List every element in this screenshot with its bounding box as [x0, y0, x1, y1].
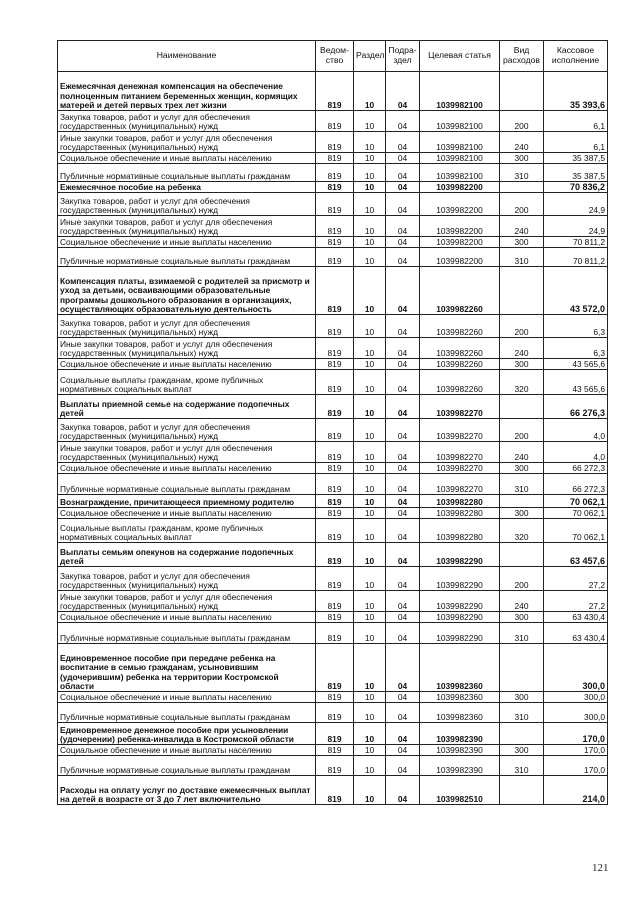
table-row — [58, 745, 608, 756]
row-vid — [500, 495, 544, 508]
row-podrazd: 04 — [386, 153, 420, 164]
row-name: Закупка товаров, работ и услуг для обеспечения государственных (муниципальных) нужд — [58, 315, 316, 338]
row-vid: 300 — [500, 237, 544, 248]
row-podrazd: 04 — [386, 315, 420, 338]
row-razd: 10 — [354, 463, 386, 474]
row-razd: 10 — [354, 623, 386, 644]
row-cel: 1039982360 — [420, 703, 500, 723]
table-row — [58, 164, 608, 182]
table-row — [58, 508, 608, 519]
row-ved: 819 — [316, 442, 354, 463]
table-row — [58, 442, 608, 463]
row-razd: 10 — [354, 723, 386, 745]
row-razd: 10 — [354, 267, 386, 315]
row-razd: 10 — [354, 359, 386, 370]
row-ved: 819 — [316, 193, 354, 216]
row-cel: 1039982100 — [420, 111, 500, 132]
row-sum: 214,0 — [544, 776, 608, 805]
table-row — [58, 723, 608, 745]
table-row — [58, 474, 608, 495]
row-razd: 10 — [354, 72, 386, 111]
row-ved: 819 — [316, 267, 354, 315]
row-sum: 35 387,5 — [544, 164, 608, 182]
table-row — [58, 153, 608, 164]
row-vid: 300 — [500, 153, 544, 164]
row-razd: 10 — [354, 644, 386, 692]
row-podrazd: 04 — [386, 776, 420, 805]
row-cel: 1039982200 — [420, 193, 500, 216]
row-vid: 200 — [500, 315, 544, 338]
row-vid: 240 — [500, 442, 544, 463]
row-sum: 35 387,5 — [544, 153, 608, 164]
row-cel: 1039982200 — [420, 182, 500, 193]
row-vid — [500, 72, 544, 111]
table-row — [58, 612, 608, 623]
row-podrazd: 04 — [386, 703, 420, 723]
row-name: Иные закупки товаров, работ и услуг для обеспечения государственных (муниципальных) нужд — [58, 338, 316, 359]
row-sum: 170,0 — [544, 723, 608, 745]
row-name: Публичные нормативные социальные выплаты гражданам — [58, 474, 316, 495]
row-podrazd: 04 — [386, 745, 420, 756]
row-ved: 819 — [316, 315, 354, 338]
row-cel: 1039982390 — [420, 723, 500, 745]
row-name: Социальное обеспечение и иные выплаты населению — [58, 237, 316, 248]
row-cel: 1039982290 — [420, 543, 500, 567]
table-row — [58, 370, 608, 395]
row-ved: 819 — [316, 623, 354, 644]
row-ved: 819 — [316, 216, 354, 237]
row-razd: 10 — [354, 519, 386, 543]
row-name: Социальное обеспечение и иные выплаты населению — [58, 508, 316, 519]
row-ved: 819 — [316, 132, 354, 153]
row-razd: 10 — [354, 745, 386, 756]
row-podrazd: 04 — [386, 182, 420, 193]
row-ved: 819 — [316, 519, 354, 543]
header-podrazd: Подра-здел — [386, 41, 420, 72]
row-razd: 10 — [354, 567, 386, 591]
row-cel: 1039982270 — [420, 463, 500, 474]
row-vid: 240 — [500, 338, 544, 359]
row-vid: 310 — [500, 756, 544, 776]
row-ved: 819 — [316, 370, 354, 395]
row-cel: 1039982290 — [420, 623, 500, 644]
row-sum: 43 572,0 — [544, 267, 608, 315]
row-sum: 70 062,1 — [544, 508, 608, 519]
header-name: Наименование — [58, 41, 316, 72]
row-name: Социальное обеспечение и иные выплаты населению — [58, 745, 316, 756]
row-cel: 1039982100 — [420, 132, 500, 153]
row-sum: 6,3 — [544, 315, 608, 338]
row-name: Публичные нормативные социальные выплаты гражданам — [58, 623, 316, 644]
row-sum: 70 062,1 — [544, 519, 608, 543]
row-vid — [500, 723, 544, 745]
row-name: Закупка товаров, работ и услуг для обеспечения государственных (муниципальных) нужд — [58, 567, 316, 591]
page-number: 121 — [592, 862, 609, 874]
row-sum: 4,0 — [544, 419, 608, 442]
row-vid: 320 — [500, 519, 544, 543]
row-name: Публичные нормативные социальные выплаты гражданам — [58, 248, 316, 267]
row-cel: 1039982280 — [420, 519, 500, 543]
row-sum: 43 565,6 — [544, 370, 608, 395]
row-name: Социальное обеспечение и иные выплаты населению — [58, 359, 316, 370]
row-name: Вознаграждение, причитающееся приемному родителю — [58, 495, 316, 508]
row-vid: 240 — [500, 132, 544, 153]
row-razd: 10 — [354, 248, 386, 267]
row-ved: 819 — [316, 612, 354, 623]
row-vid: 310 — [500, 474, 544, 495]
row-razd: 10 — [354, 495, 386, 508]
row-sum: 170,0 — [544, 756, 608, 776]
row-vid — [500, 776, 544, 805]
row-podrazd: 04 — [386, 591, 420, 612]
header-ved: Ведом-ство — [316, 41, 354, 72]
table-row — [58, 111, 608, 132]
row-ved: 819 — [316, 776, 354, 805]
table-row — [58, 395, 608, 419]
row-cel: 1039982260 — [420, 359, 500, 370]
row-ved: 819 — [316, 72, 354, 111]
row-podrazd: 04 — [386, 193, 420, 216]
row-ved: 819 — [316, 591, 354, 612]
table-row — [58, 543, 608, 567]
expenditure-table — [57, 40, 608, 805]
table-row — [58, 182, 608, 193]
row-vid: 200 — [500, 419, 544, 442]
row-vid: 300 — [500, 612, 544, 623]
row-ved: 819 — [316, 182, 354, 193]
row-podrazd: 04 — [386, 723, 420, 745]
row-vid — [500, 543, 544, 567]
row-vid: 300 — [500, 463, 544, 474]
row-name: Выплаты приемной семье на содержание подопечных детей — [58, 395, 316, 419]
row-razd: 10 — [354, 164, 386, 182]
row-cel: 1039982200 — [420, 237, 500, 248]
row-sum: 63 457,6 — [544, 543, 608, 567]
row-podrazd: 04 — [386, 111, 420, 132]
row-vid: 310 — [500, 248, 544, 267]
row-ved: 819 — [316, 395, 354, 419]
row-cel: 1039982200 — [420, 216, 500, 237]
row-vid: 300 — [500, 692, 544, 703]
row-ved: 819 — [316, 567, 354, 591]
row-vid: 200 — [500, 111, 544, 132]
row-name: Социальные выплаты гражданам, кроме публичных нормативных социальных выплат — [58, 370, 316, 395]
row-razd: 10 — [354, 419, 386, 442]
row-cel: 1039982270 — [420, 419, 500, 442]
row-name: Единовременное пособие при передаче ребенка на воспитание в семью гражданам, усыновившим (удочерившим) ребенка на территории Костромской области — [58, 644, 316, 692]
row-name: Социальные выплаты гражданам, кроме публичных нормативных социальных выплат — [58, 519, 316, 543]
header-vid: Вид расходов — [500, 41, 544, 72]
row-razd: 10 — [354, 543, 386, 567]
row-ved: 819 — [316, 419, 354, 442]
row-vid: 300 — [500, 359, 544, 370]
row-name: Закупка товаров, работ и услуг для обеспечения государственных (муниципальных) нужд — [58, 111, 316, 132]
row-ved: 819 — [316, 359, 354, 370]
row-podrazd: 04 — [386, 267, 420, 315]
row-vid: 200 — [500, 567, 544, 591]
row-sum: 300,0 — [544, 703, 608, 723]
row-name: Закупка товаров, работ и услуг для обеспечения государственных (муниципальных) нужд — [58, 193, 316, 216]
row-sum: 27,2 — [544, 591, 608, 612]
row-cel: 1039982290 — [420, 567, 500, 591]
row-razd: 10 — [354, 395, 386, 419]
row-sum: 43 565,6 — [544, 359, 608, 370]
table-row — [58, 495, 608, 508]
row-razd: 10 — [354, 508, 386, 519]
document-page — [57, 40, 607, 805]
row-razd: 10 — [354, 442, 386, 463]
row-sum: 300,0 — [544, 644, 608, 692]
table-row — [58, 776, 608, 805]
row-vid: 300 — [500, 508, 544, 519]
row-razd: 10 — [354, 111, 386, 132]
row-vid: 240 — [500, 591, 544, 612]
row-razd: 10 — [354, 153, 386, 164]
row-sum: 66 272,3 — [544, 463, 608, 474]
row-razd: 10 — [354, 692, 386, 703]
table-row — [58, 237, 608, 248]
row-ved: 819 — [316, 463, 354, 474]
row-vid — [500, 267, 544, 315]
row-podrazd: 04 — [386, 519, 420, 543]
row-razd: 10 — [354, 216, 386, 237]
row-cel: 1039982280 — [420, 495, 500, 508]
row-razd: 10 — [354, 182, 386, 193]
row-podrazd: 04 — [386, 756, 420, 776]
row-sum: 63 430,4 — [544, 612, 608, 623]
row-podrazd: 04 — [386, 395, 420, 419]
row-sum: 4,0 — [544, 442, 608, 463]
row-vid: 200 — [500, 193, 544, 216]
header-cel: Целевая статья — [420, 41, 500, 72]
row-ved: 819 — [316, 543, 354, 567]
row-vid — [500, 644, 544, 692]
row-podrazd: 04 — [386, 216, 420, 237]
row-ved: 819 — [316, 338, 354, 359]
row-ved: 819 — [316, 248, 354, 267]
row-cel: 1039982360 — [420, 644, 500, 692]
row-vid: 320 — [500, 370, 544, 395]
row-razd: 10 — [354, 703, 386, 723]
table-row — [58, 72, 608, 111]
header-kass: Кассовое исполнение — [544, 41, 608, 72]
row-cel: 1039982290 — [420, 612, 500, 623]
row-vid: 310 — [500, 703, 544, 723]
row-ved: 819 — [316, 508, 354, 519]
row-podrazd: 04 — [386, 623, 420, 644]
row-cel: 1039982270 — [420, 442, 500, 463]
header-razd: Раздел — [354, 41, 386, 72]
table-row — [58, 644, 608, 692]
row-sum: 6,1 — [544, 111, 608, 132]
row-podrazd: 04 — [386, 442, 420, 463]
row-razd: 10 — [354, 237, 386, 248]
row-name: Иные закупки товаров, работ и услуг для обеспечения государственных (муниципальных) нужд — [58, 591, 316, 612]
row-name: Расходы на оплату услуг по доставке ежемесячных выплат на детей в возрасте от 3 до 7 лет включительно — [58, 776, 316, 805]
row-sum: 70 811,2 — [544, 237, 608, 248]
row-razd: 10 — [354, 315, 386, 338]
row-cel: 1039982390 — [420, 745, 500, 756]
row-name: Публичные нормативные социальные выплаты гражданам — [58, 164, 316, 182]
row-podrazd: 04 — [386, 248, 420, 267]
row-name: Публичные нормативные социальные выплаты гражданам — [58, 756, 316, 776]
row-cel: 1039982260 — [420, 315, 500, 338]
table-header — [58, 41, 608, 72]
row-podrazd: 04 — [386, 474, 420, 495]
row-vid: 310 — [500, 623, 544, 644]
row-vid: 300 — [500, 745, 544, 756]
row-razd: 10 — [354, 193, 386, 216]
row-cel: 1039982200 — [420, 248, 500, 267]
table-row — [58, 692, 608, 703]
row-podrazd: 04 — [386, 338, 420, 359]
row-sum: 170,0 — [544, 745, 608, 756]
row-podrazd: 04 — [386, 644, 420, 692]
row-name: Иные закупки товаров, работ и услуг для обеспечения государственных (муниципальных) нужд — [58, 216, 316, 237]
row-sum: 300,0 — [544, 692, 608, 703]
row-ved: 819 — [316, 745, 354, 756]
row-sum: 6,3 — [544, 338, 608, 359]
row-ved: 819 — [316, 153, 354, 164]
row-podrazd: 04 — [386, 495, 420, 508]
table-row — [58, 315, 608, 338]
row-sum: 70 836,2 — [544, 182, 608, 193]
row-name: Социальное обеспечение и иные выплаты населению — [58, 692, 316, 703]
table-row — [58, 756, 608, 776]
table-row — [58, 591, 608, 612]
row-vid: 310 — [500, 164, 544, 182]
row-cel: 1039982360 — [420, 692, 500, 703]
row-name: Единовременное денежное пособие при усыновлении (удочерении) ребенка-инвалида в Костромской области — [58, 723, 316, 745]
row-cel: 1039982260 — [420, 267, 500, 315]
table-row — [58, 132, 608, 153]
row-razd: 10 — [354, 776, 386, 805]
row-ved: 819 — [316, 495, 354, 508]
row-podrazd: 04 — [386, 567, 420, 591]
row-podrazd: 04 — [386, 612, 420, 623]
table-row — [58, 248, 608, 267]
table-row — [58, 567, 608, 591]
row-podrazd: 04 — [386, 508, 420, 519]
row-sum: 66 272,3 — [544, 474, 608, 495]
row-sum: 27,2 — [544, 567, 608, 591]
row-cel: 1039982290 — [420, 591, 500, 612]
row-podrazd: 04 — [386, 543, 420, 567]
row-sum: 63 430,4 — [544, 623, 608, 644]
row-podrazd: 04 — [386, 419, 420, 442]
row-name: Закупка товаров, работ и услуг для обеспечения государственных (муниципальных) нужд — [58, 419, 316, 442]
row-sum: 70 811,2 — [544, 248, 608, 267]
row-podrazd: 04 — [386, 463, 420, 474]
row-vid — [500, 182, 544, 193]
row-podrazd: 04 — [386, 237, 420, 248]
row-razd: 10 — [354, 591, 386, 612]
table-row — [58, 703, 608, 723]
row-cel: 1039982100 — [420, 72, 500, 111]
row-sum: 70 062,1 — [544, 495, 608, 508]
row-name: Выплаты семьям опекунов на содержание подопечных детей — [58, 543, 316, 567]
table-row — [58, 419, 608, 442]
row-name: Компенсация платы, взимаемой с родителей за присмотр и уход за детьми, осваивающими образовательные программы дошкольного образования в организациях, осуществляющих образовательную деятельность — [58, 267, 316, 315]
table-row — [58, 338, 608, 359]
row-cel: 1039982260 — [420, 370, 500, 395]
row-ved: 819 — [316, 644, 354, 692]
row-cel: 1039982260 — [420, 338, 500, 359]
row-razd: 10 — [354, 132, 386, 153]
row-cel: 1039982270 — [420, 395, 500, 419]
row-name: Социальное обеспечение и иные выплаты населению — [58, 153, 316, 164]
row-ved: 819 — [316, 692, 354, 703]
table-row — [58, 519, 608, 543]
row-ved: 819 — [316, 474, 354, 495]
row-vid — [500, 395, 544, 419]
row-cel: 1039982390 — [420, 756, 500, 776]
row-ved: 819 — [316, 111, 354, 132]
row-name: Иные закупки товаров, работ и услуг для обеспечения государственных (муниципальных) нужд — [58, 442, 316, 463]
row-podrazd: 04 — [386, 370, 420, 395]
row-cel: 1039982100 — [420, 153, 500, 164]
row-ved: 819 — [316, 164, 354, 182]
table-body — [58, 72, 608, 805]
table-row — [58, 216, 608, 237]
row-cel: 1039982100 — [420, 164, 500, 182]
row-name: Ежемесячная денежная компенсация на обеспечение полноценным питанием беременных женщин, кормящих матерей и детей первых трех лет жизни — [58, 72, 316, 111]
table-row — [58, 267, 608, 315]
row-cel: 1039982510 — [420, 776, 500, 805]
row-ved: 819 — [316, 703, 354, 723]
table-row — [58, 623, 608, 644]
row-name: Социальное обеспечение и иные выплаты населению — [58, 463, 316, 474]
table-row — [58, 193, 608, 216]
row-name: Публичные нормативные социальные выплаты гражданам — [58, 703, 316, 723]
row-razd: 10 — [354, 612, 386, 623]
row-sum: 24,9 — [544, 216, 608, 237]
row-razd: 10 — [354, 756, 386, 776]
row-name: Социальное обеспечение и иные выплаты населению — [58, 612, 316, 623]
row-razd: 10 — [354, 370, 386, 395]
row-podrazd: 04 — [386, 692, 420, 703]
row-sum: 35 393,6 — [544, 72, 608, 111]
table-row — [58, 463, 608, 474]
table-row — [58, 359, 608, 370]
row-podrazd: 04 — [386, 132, 420, 153]
row-razd: 10 — [354, 338, 386, 359]
row-podrazd: 04 — [386, 72, 420, 111]
row-razd: 10 — [354, 474, 386, 495]
row-cel: 1039982280 — [420, 508, 500, 519]
row-ved: 819 — [316, 756, 354, 776]
row-sum: 66 276,3 — [544, 395, 608, 419]
row-sum: 24,9 — [544, 193, 608, 216]
row-name: Ежемесячное пособие на ребенка — [58, 182, 316, 193]
row-ved: 819 — [316, 237, 354, 248]
row-ved: 819 — [316, 723, 354, 745]
row-podrazd: 04 — [386, 359, 420, 370]
row-cel: 1039982270 — [420, 474, 500, 495]
row-sum: 6,1 — [544, 132, 608, 153]
row-podrazd: 04 — [386, 164, 420, 182]
row-vid: 240 — [500, 216, 544, 237]
row-name: Иные закупки товаров, работ и услуг для обеспечения государственных (муниципальных) нужд — [58, 132, 316, 153]
